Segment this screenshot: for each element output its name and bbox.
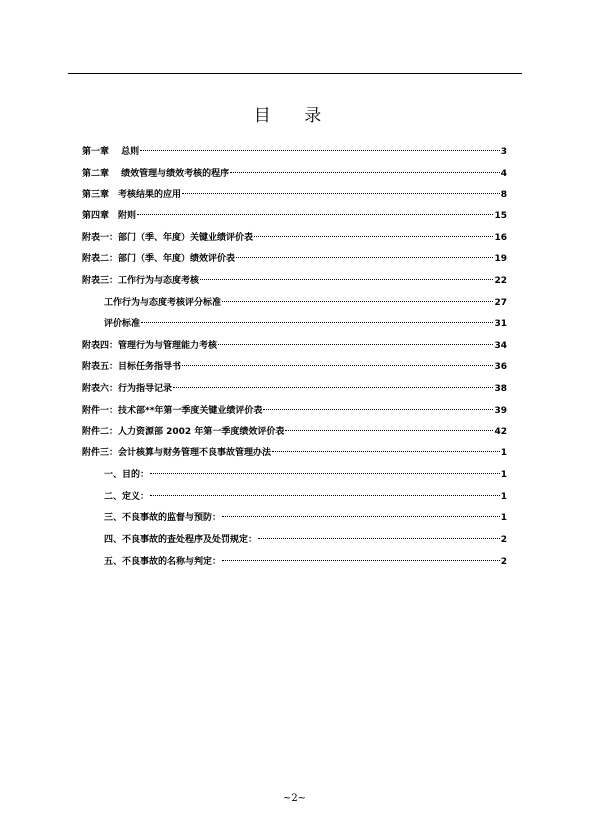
dot-leader [285, 430, 493, 431]
toc-entry[interactable] [104, 534, 507, 547]
toc-entry-page: 42 [494, 427, 507, 437]
toc-entry[interactable] [82, 405, 507, 418]
toc-entry[interactable] [104, 556, 507, 569]
dot-leader [150, 473, 500, 474]
toc-entry-label: 五、不良事故的名称与判定： [104, 557, 222, 567]
toc-entry-page: 31 [494, 319, 507, 329]
toc-entry-label: 三、不良事故的监督与预防： [104, 513, 222, 523]
toc-entry-page: 3 [500, 147, 507, 157]
toc-entry-label: 二、定义： [104, 492, 150, 502]
toc-entry-page: 38 [494, 384, 507, 394]
toc-entry-page: 34 [494, 341, 507, 351]
toc-entry-label: 评价标准 [104, 319, 141, 329]
toc-entry-page: 8 [500, 190, 507, 200]
dot-leader [182, 193, 500, 194]
toc-entry-label: 第二章 绩效管理与绩效考核的程序 [82, 169, 230, 179]
toc-entry-label: 附件一：技术部**年第一季度关键业绩评价表 [82, 406, 263, 416]
dot-leader [200, 279, 493, 280]
toc-entry-page: 4 [500, 169, 507, 179]
toc-entry[interactable] [104, 318, 507, 331]
toc-entry-label: 附表二：部门（季、年度）绩效评价表 [82, 254, 236, 264]
toc-entry[interactable] [82, 232, 507, 245]
toc-entry-page: 22 [494, 276, 507, 286]
dot-leader [236, 257, 493, 258]
toc-entry-page: 27 [494, 298, 507, 308]
toc-entry-label: 四、不良事故的查处程序及处罚规定： [104, 535, 258, 545]
page-number: ~2~ [282, 793, 307, 804]
dot-leader [182, 365, 493, 366]
toc-entry[interactable] [82, 275, 507, 288]
dot-leader [230, 172, 500, 173]
dot-leader [222, 301, 493, 302]
toc-entry[interactable] [82, 210, 507, 223]
toc-entry-page: 36 [494, 362, 507, 372]
toc-entry[interactable] [82, 146, 507, 159]
toc-entry-label: 附表五：目标任务指导书 [82, 362, 182, 372]
dot-leader [140, 150, 500, 151]
toc-entry-page: 1 [500, 492, 507, 502]
toc-entry[interactable] [82, 189, 507, 202]
dot-leader [141, 322, 493, 323]
toc-entry-label: 附表一：部门（季、年度）关键业绩评价表 [82, 233, 254, 243]
toc-entry-page: 2 [500, 557, 507, 567]
toc-entry-page: 1 [500, 513, 507, 523]
toc-entry-label: 附件二：人力资源部 2002 年第一季度绩效评价表 [82, 427, 285, 437]
toc-entry-label: 第三章 考核结果的应用 [82, 190, 182, 200]
toc-entry-page: 1 [500, 470, 507, 480]
toc-entry[interactable] [82, 168, 507, 181]
toc-entry-page: 15 [494, 211, 507, 221]
toc-title: 目 录 [253, 106, 336, 126]
toc-entry-label: 附表三：工作行为与态度考核 [82, 276, 200, 286]
dot-leader [222, 560, 500, 561]
toc-entry-page: 2 [500, 535, 507, 545]
toc-entry-label: 第四章 附则 [82, 211, 137, 221]
dot-leader [254, 236, 493, 237]
dot-leader [150, 495, 500, 496]
toc-entry-label: 工作行为与态度考核评分标准 [104, 298, 222, 308]
toc-entry[interactable] [104, 297, 507, 310]
toc-entry-page: 16 [494, 233, 507, 243]
toc-entry-label: 附表四：管理行为与管理能力考核 [82, 341, 218, 351]
toc-entry-page: 1 [500, 448, 507, 458]
toc-entry[interactable] [82, 340, 507, 353]
toc-entry-label: 附件三：会计核算与财务管理不良事故管理办法 [82, 448, 272, 458]
toc-entry-page: 19 [494, 254, 507, 264]
toc-entry[interactable] [82, 253, 507, 266]
toc-entry[interactable] [82, 383, 507, 396]
toc-entry[interactable] [82, 447, 507, 460]
toc-entry-label: 一、目的： [104, 470, 150, 480]
dot-leader [272, 451, 500, 452]
dot-leader [173, 387, 493, 388]
toc-entry[interactable] [104, 491, 507, 504]
toc-entry[interactable] [82, 361, 507, 374]
dot-leader [218, 344, 493, 345]
toc-entry-label: 第一章 总则 [82, 147, 140, 157]
dot-leader [222, 516, 500, 517]
dot-leader [263, 409, 493, 410]
toc-entry[interactable] [104, 512, 507, 525]
dot-leader [137, 214, 493, 215]
dot-leader [258, 538, 500, 539]
toc-entry[interactable] [82, 426, 507, 439]
toc-entry[interactable] [104, 469, 507, 482]
toc-entry-label: 附表六：行为指导记录 [82, 384, 173, 394]
toc-entry-page: 39 [494, 406, 507, 416]
